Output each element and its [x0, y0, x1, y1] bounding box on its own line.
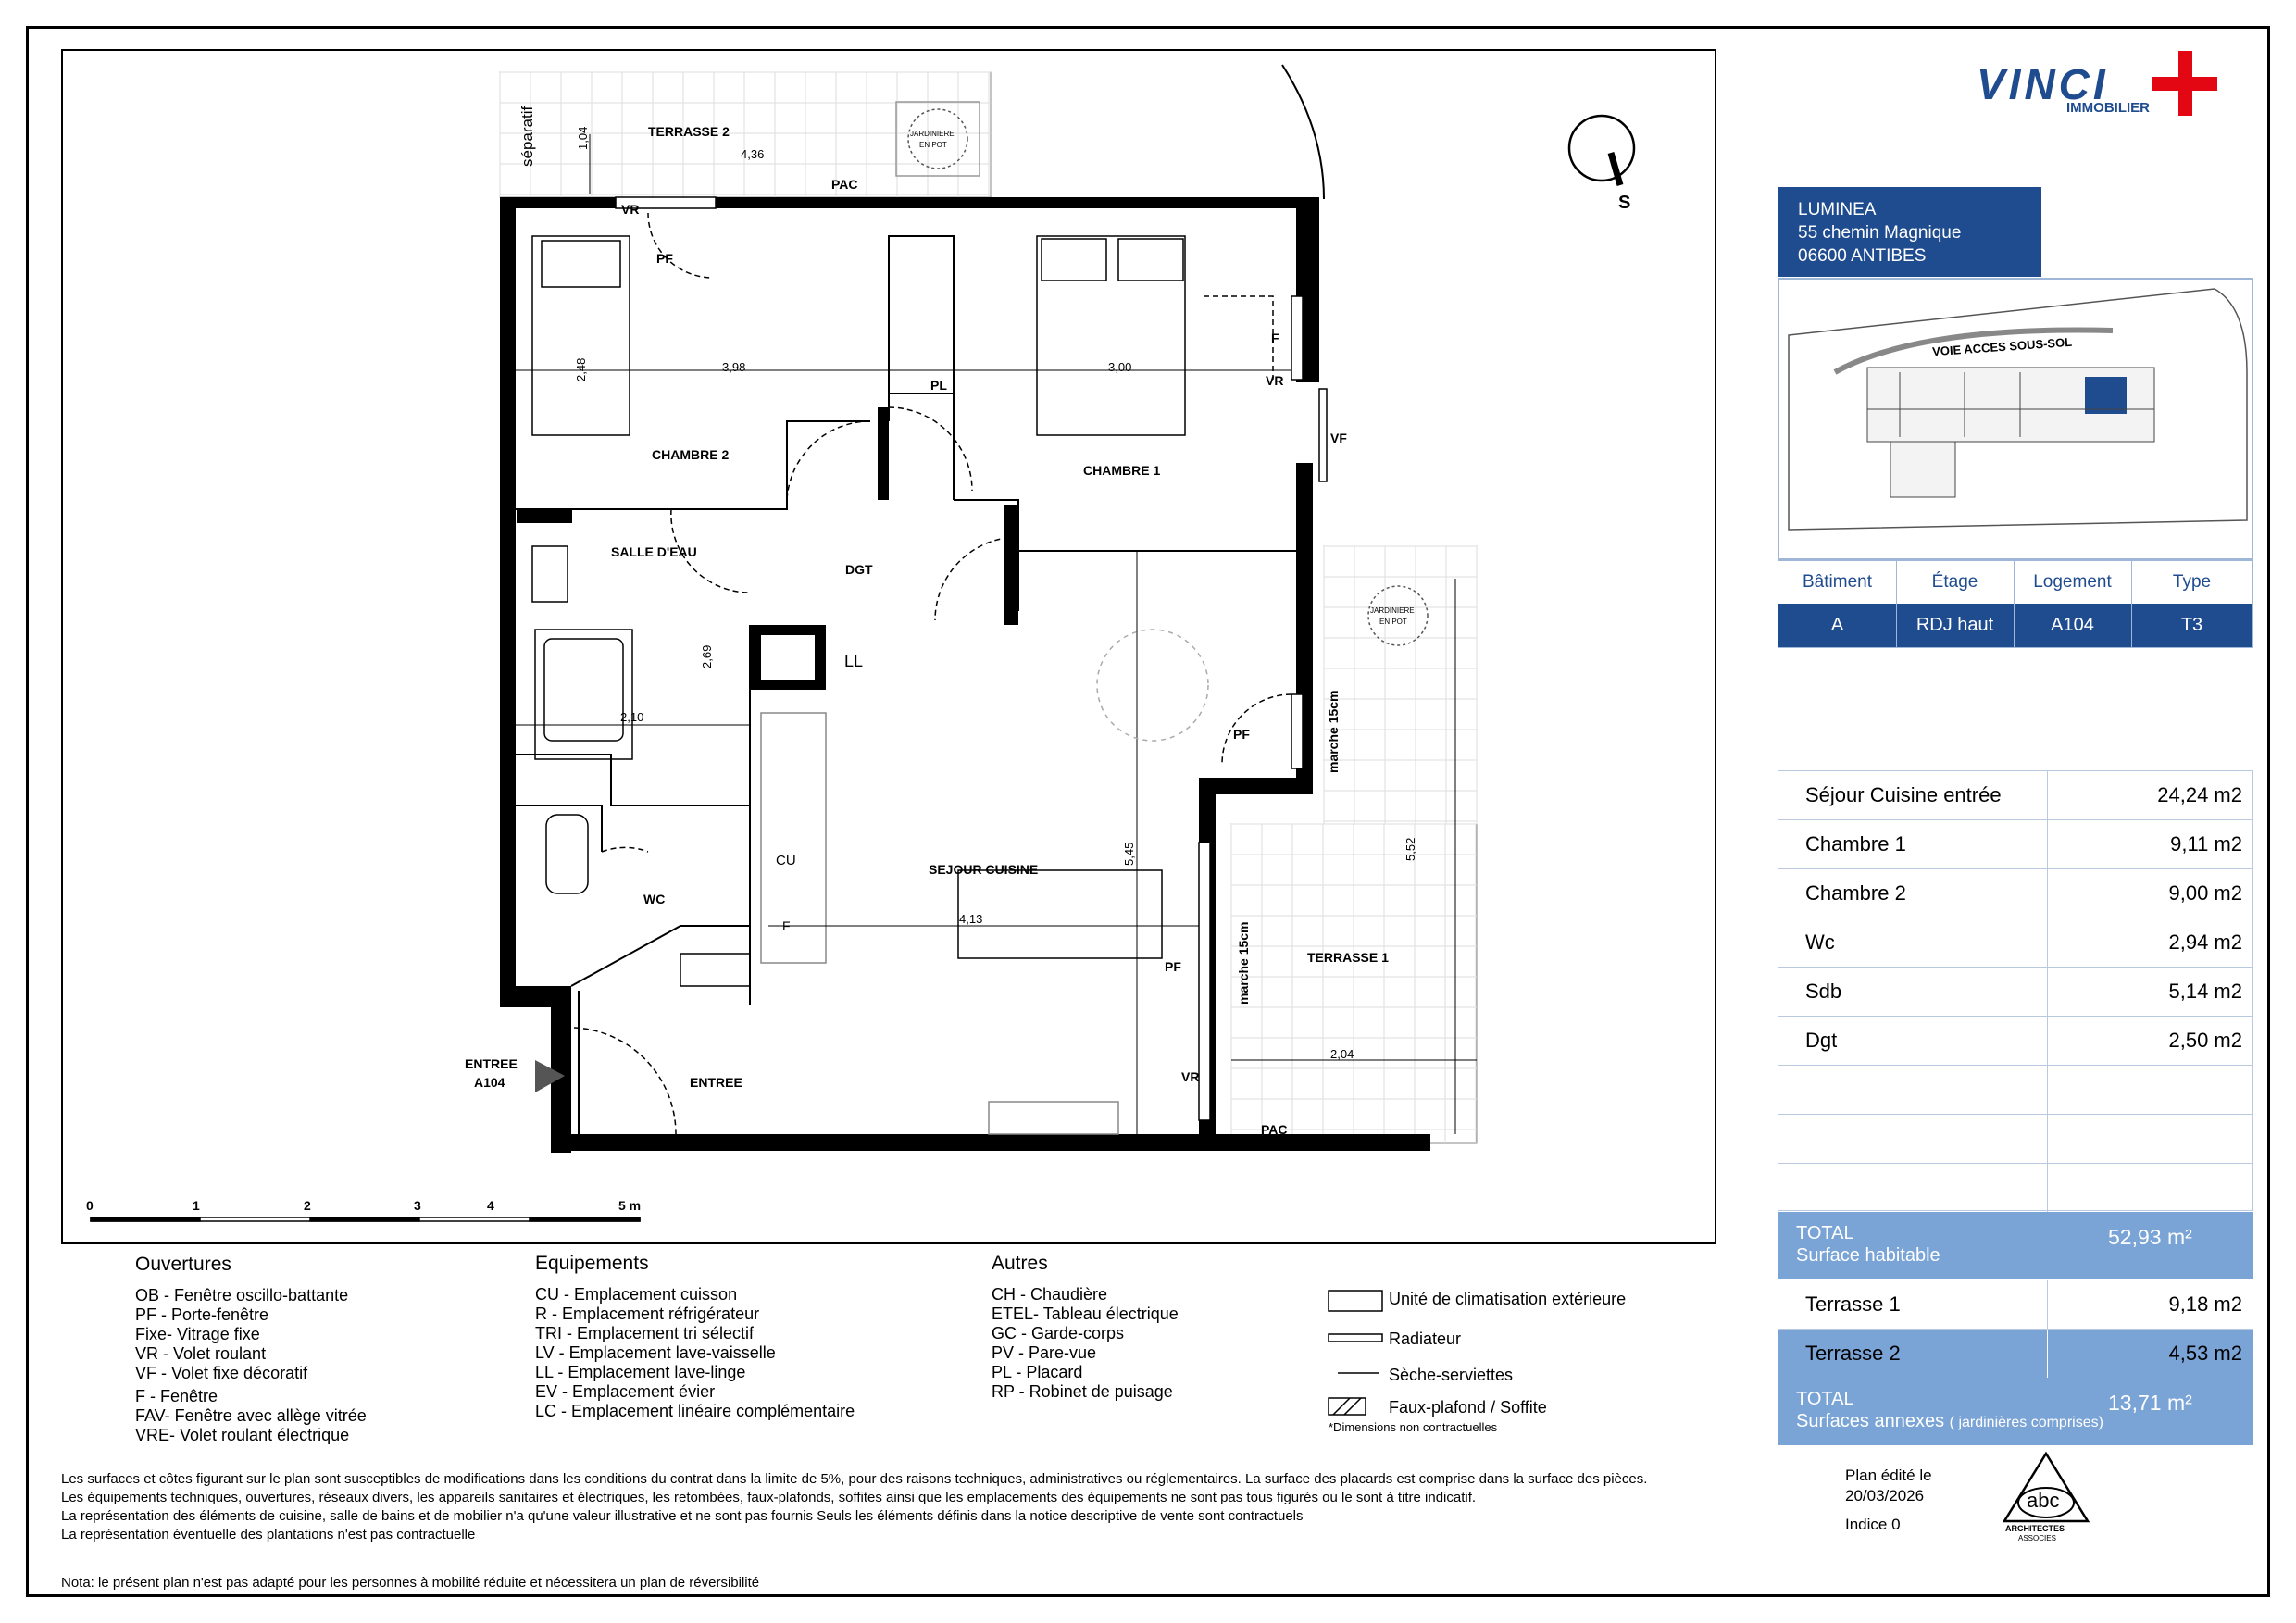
dim-545: 5,45	[1122, 842, 1136, 866]
room-salle-eau: SALLE D'EAU	[611, 544, 697, 559]
site-plan	[1778, 278, 2253, 560]
dim-413: 4,13	[959, 912, 983, 926]
surface-row: Séjour Cuisine entrée 24,24 m2	[1778, 770, 2253, 819]
label-jardiniere-3: JARDINIERE	[1370, 606, 1415, 615]
total-habitable	[1778, 1212, 2253, 1279]
total-value: 52,93 m²	[2108, 1225, 2192, 1249]
address-line2: 55 chemin Magnique	[1798, 223, 1962, 243]
label-vf: VF	[1330, 431, 1347, 445]
terrasse1-grid	[1231, 546, 1477, 1143]
edited-date: 20/03/2026	[1845, 1487, 1925, 1504]
edited-label: Plan édité le	[1845, 1467, 1932, 1484]
vinci-logo-cross	[2152, 51, 2217, 116]
info-header-batiment: Bâtiment	[1803, 572, 1872, 592]
compass	[1569, 116, 1634, 185]
room-chambre2: CHAMBRE 2	[652, 447, 730, 462]
info-table	[1778, 560, 2253, 648]
annex-label: TOTAL	[1796, 1389, 1854, 1409]
terrasse1-upper-outline	[1324, 546, 1477, 824]
scale-1: 1	[193, 1198, 200, 1213]
architect-abc: abc	[2027, 1489, 2060, 1512]
scale-4: 4	[487, 1198, 494, 1213]
address-box	[1778, 187, 2041, 277]
dim-398: 3,98	[722, 360, 746, 374]
dim-104: 1,04	[576, 126, 590, 150]
dim-204: 2,04	[1330, 1047, 1354, 1061]
annex-sub-small: ( jardinières comprises)	[1949, 1415, 2103, 1430]
room-terrasse1: TERRASSE 1	[1307, 950, 1389, 965]
label-jardiniere-2: EN POT	[919, 141, 947, 149]
entry-label-2: A104	[474, 1075, 505, 1090]
dim-269: 2,69	[700, 644, 714, 668]
door-swings	[574, 213, 1292, 1134]
annex-sub: Surfaces annexes	[1796, 1411, 1945, 1431]
label-jardiniere-4: EN POT	[1379, 618, 1407, 626]
label-pf-1: PF	[656, 251, 673, 266]
footer-note: Nota: le présent plan n'est pas adapté pour les personnes à mobilité réduite et nécessitera un plan de réversibilité	[61, 1575, 760, 1591]
site-plan-drawing	[1779, 280, 2253, 560]
label-ll: LL	[844, 652, 864, 670]
entry-label-1: ENTREE	[465, 1056, 518, 1071]
legend-autres-title: Autres	[992, 1253, 1048, 1274]
legend-equipements-title: Equipements	[535, 1253, 649, 1274]
legend-seche: Sèche-serviettes	[1389, 1366, 1514, 1384]
surface-row-empty	[1778, 1065, 2253, 1114]
surface-row-empty	[1778, 1114, 2253, 1163]
legend-symbols	[1329, 1291, 1382, 1415]
dim-552: 5,52	[1404, 837, 1417, 861]
label-fridge: F	[782, 918, 791, 933]
room-dgt: DGT	[845, 562, 873, 577]
footer-disclaimer: Les surfaces et côtes figurant sur le plan sont susceptibles de modifications dans les conditions du contrat dans la limite de 5%, pour des raisons techniques, administratives ou réglementaires. La surface des placards est comprise dans la surface des pièces. Les équipements techniques, ouvertures, réseaux divers, les appareils sanitaires et électriques, les retombées, faux-plafonds, soffites ainsi que les emplacements des équipements ne sont pas tous figurés ou le sont à titre indicatif. La représentation des éléments de cuisine, salle de bains et de mobilier n'a qu'une valeur illustrative et ne sont pas fournis Seuls les éléments définis dans la notice descriptive de vente sont contractuels La représentation éventuelle des plantations n'est pas contractuelle	[61, 1471, 1648, 1542]
room-sejour: SEJOUR CUISINE	[929, 862, 1039, 877]
label-f: F	[1271, 331, 1279, 345]
legend-note: *Dimensions non contractuelles	[1329, 1420, 1498, 1434]
annex-sub-wrap	[1796, 1411, 2103, 1432]
scale-3: 3	[414, 1198, 421, 1213]
info-value-etage: RDJ haut	[1915, 615, 1994, 635]
info-header-type: Type	[2172, 572, 2212, 592]
label-pac-bottom: PAC	[1261, 1122, 1288, 1137]
surface-row: Sdb 5,14 m2	[1778, 967, 2253, 1016]
legend-autres-list: CH - Chaudière ETEL- Tableau électrique GC - Garde-corps PV - Pare-vue PL - Placard RP - Robinet de puisage	[992, 1285, 1179, 1401]
info-header-etage: Étage	[1931, 572, 1978, 592]
dim-300: 3,00	[1108, 360, 1132, 374]
legend-radiateur: Radiateur	[1389, 1330, 1462, 1348]
surface-row: Wc 2,94 m2	[1778, 918, 2253, 967]
room-chambre1: CHAMBRE 1	[1083, 463, 1161, 478]
terrasse1-row: Terrasse 1 9,18 m2	[1778, 1280, 2253, 1329]
address-line3: 06600 ANTIBES	[1798, 246, 1927, 266]
compass-label: S	[1618, 193, 1631, 213]
room-wc: WC	[643, 892, 666, 906]
room-terrasse2: TERRASSE 2	[648, 124, 730, 139]
architect-sub1: ARCHITECTES	[2005, 1524, 2065, 1533]
info-value-type: T3	[2180, 615, 2203, 635]
total-annexes	[1778, 1378, 2253, 1445]
architect-sub2: ASSOCIES	[2018, 1534, 2056, 1542]
site-road-label: VOIE ACCES SOUS-SOL	[1931, 334, 2073, 359]
surface-row: Dgt 2,50 m2	[1778, 1016, 2253, 1065]
label-pac-top: PAC	[831, 177, 858, 192]
label-pf-2: PF	[1233, 727, 1250, 742]
legend-equipements-list: CU - Emplacement cuisson R - Emplacement réfrigérateur TRI - Emplacement tri sélectif LV - Emplacement lave-vaisselle LL - Emplacement lave-linge EV - Emplacement évier LC - Emplacement linéaire complémentaire	[535, 1285, 855, 1420]
total-sub: Surface habitable	[1796, 1245, 1940, 1266]
dimension-lines	[516, 134, 1477, 1134]
surface-row: Chambre 2 9,00 m2	[1778, 868, 2253, 918]
dim-436: 4,36	[741, 147, 765, 161]
label-marche-1: marche 15cm	[1326, 690, 1341, 773]
scale-2: 2	[304, 1198, 311, 1213]
scale-bar	[91, 1217, 640, 1221]
label-cu: CU	[776, 853, 796, 868]
info-value-logement: A104	[2051, 615, 2094, 635]
legend-ouvertures-list: OB - Fenêtre oscillo-battante PF - Porte-fenêtre Fixe- Vitrage fixe VR - Volet roulant VF - Volet fixe décoratif F - Fenêtre FAV- Fenêtre avec allège vitrée VRE- Volet roulant électrique	[135, 1286, 367, 1444]
windows	[616, 197, 1327, 1120]
surface-row: Chambre 1 9,11 m2	[1778, 819, 2253, 868]
label-jardiniere-1: JARDINIERE	[910, 130, 955, 138]
surface-row-empty	[1778, 1163, 2253, 1212]
dim-210: 2,10	[620, 710, 644, 724]
legend-faux: Faux-plafond / Soffite	[1389, 1398, 1547, 1417]
terrasse2-row: Terrasse 2 4,53 m2	[1778, 1329, 2253, 1378]
room-entree: ENTREE	[690, 1075, 742, 1090]
dim-248: 2,48	[574, 357, 588, 381]
address-line1: LUMINEA	[1798, 200, 1877, 219]
label-pf-3: PF	[1165, 959, 1181, 974]
info-header-logement: Logement	[2033, 572, 2112, 592]
legend-ouvertures-title: Ouvertures	[135, 1254, 231, 1275]
curve-line	[1282, 65, 1324, 199]
scale-0: 0	[86, 1198, 94, 1213]
label-pl: PL	[930, 378, 947, 393]
brand-logo: VINCI	[1977, 60, 2109, 108]
brand-sub: IMMOBILIER	[2066, 100, 2150, 116]
info-value-batiment: A	[1830, 615, 1844, 635]
indice: Indice 0	[1845, 1516, 1901, 1533]
label-vr-3: VR	[1181, 1069, 1200, 1084]
label-vr-1: VR	[621, 202, 640, 217]
scale-5: 5 m	[618, 1198, 642, 1213]
label-vr-2: VR	[1266, 373, 1284, 388]
annex-value: 13,71 m²	[2108, 1391, 2192, 1415]
label-marche-2: marche 15cm	[1236, 921, 1251, 1005]
legend-clim: Unité de climatisation extérieure	[1389, 1290, 1627, 1308]
label-separatif: séparatif	[518, 106, 536, 167]
total-label: TOTAL	[1796, 1223, 1854, 1243]
